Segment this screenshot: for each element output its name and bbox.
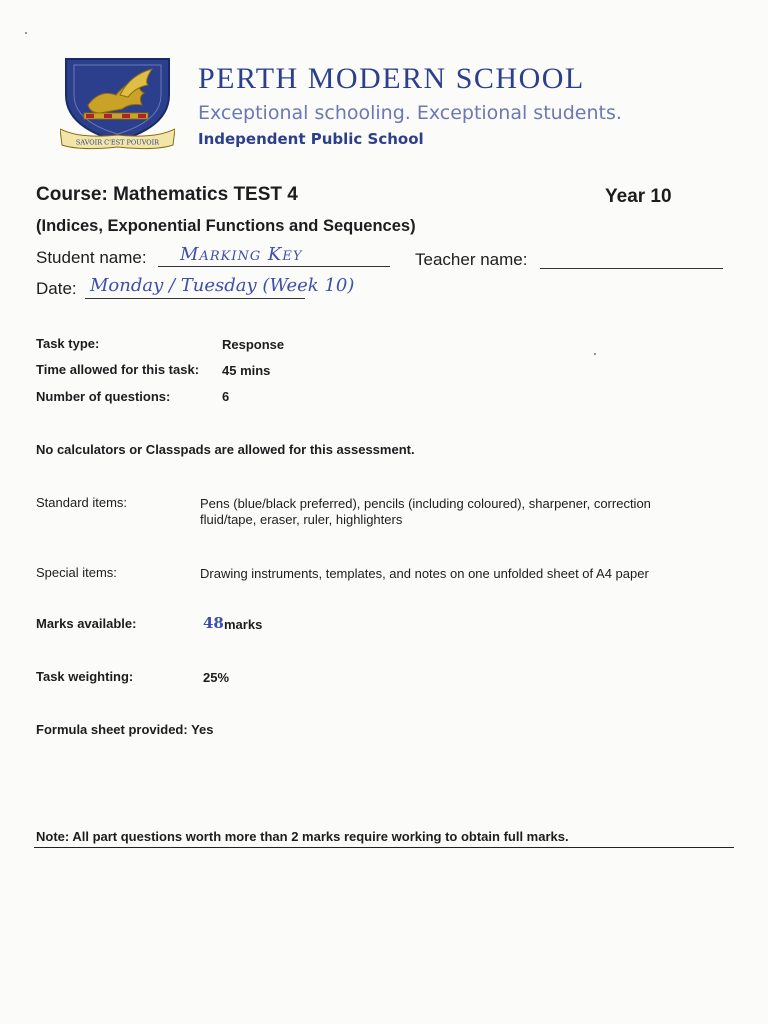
teacher-name-line[interactable] <box>540 268 723 269</box>
course-title: Course: Mathematics TEST 4 <box>36 184 298 205</box>
student-name-value[interactable]: Marking Key <box>180 244 303 265</box>
task-weighting-label: Task weighting: <box>36 669 134 684</box>
school-name: PERTH MODERN SCHOOL <box>198 62 585 95</box>
scan-speck <box>594 353 596 355</box>
time-allowed-label: Time allowed for this task: <box>36 362 200 377</box>
formula-sheet-info: Formula sheet provided: Yes <box>36 722 214 737</box>
date-line <box>85 298 305 299</box>
special-items-value: Drawing instruments, templates, and notes on one unfolded sheet of A4 paper <box>200 566 649 581</box>
task-type-value: Response <box>222 337 285 352</box>
task-type-label: Task type: <box>36 336 100 351</box>
note-underline <box>34 847 734 848</box>
teacher-name-label: Teacher name: <box>415 250 528 269</box>
marks-available-number: 48 <box>203 614 224 632</box>
date-label: Date: <box>36 279 77 298</box>
marks-available-label: Marks available: <box>36 616 137 631</box>
special-items-label: Special items: <box>36 565 117 580</box>
time-allowed-value: 45 mins <box>222 363 271 378</box>
marks-available-unit: marks <box>224 617 263 632</box>
working-note: Note: All part questions worth more than 2 marks require working to obtain full marks. <box>36 829 569 844</box>
standard-items-value: Pens (blue/black preferred), pencils (including coloured), sharpener, correction fluid/tape, eraser, ruler, highlighters <box>200 496 651 527</box>
student-name-line <box>158 266 390 267</box>
calculator-rule: No calculators or Classpads are allowed for this assessment. <box>36 442 415 457</box>
student-name-label: Student name: <box>36 248 147 267</box>
task-weighting-value: 25% <box>203 670 230 685</box>
school-crest-icon <box>60 55 175 150</box>
course-subtitle: (Indices, Exponential Functions and Sequences) <box>36 217 416 235</box>
question-count-label: Number of questions: <box>36 389 171 404</box>
question-count-value: 6 <box>222 389 230 404</box>
school-type: Independent Public School <box>198 130 424 148</box>
school-tagline: Exceptional schooling. Exceptional students. <box>198 102 622 124</box>
standard-items-label: Standard items: <box>36 495 128 510</box>
year-level: Year 10 <box>605 186 672 207</box>
svg-text:SAVOIR C'EST POUVOIR: SAVOIR C'EST POUVOIR <box>75 138 160 147</box>
date-value[interactable]: Monday / Tuesday (Week 10) <box>90 275 355 296</box>
scan-speck <box>25 32 27 34</box>
